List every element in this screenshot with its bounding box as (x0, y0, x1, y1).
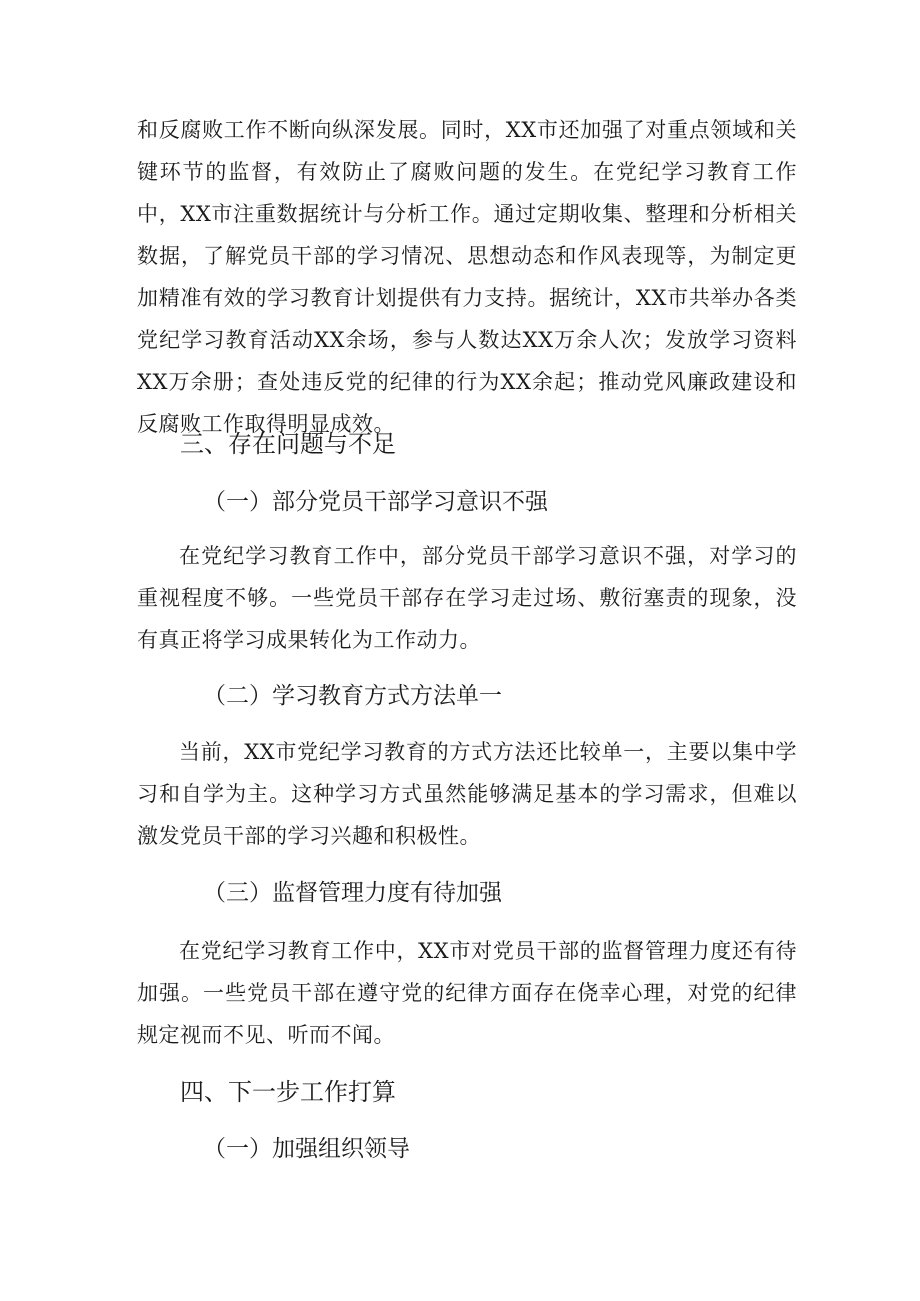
paragraph-supervision: 在党纪学习教育工作中，XX市对党员干部的监督管理力度还有待加强。一些党员干部在遵守党的纪律方面存在侥幸心理，对党的纪律规定视而不见、听而不闻。 (137, 939, 797, 1047)
subsection-heading-supervision: （三）监督管理力度有待加强 (203, 880, 502, 906)
subsection-heading-leadership: （一）加强组织领导 (203, 1136, 410, 1162)
section-heading-next-steps: 四、下一步工作打算 (180, 1078, 396, 1106)
subsection-heading-awareness: （一）部分党员干部学习意识不强 (203, 489, 548, 515)
subsection-heading-methods: （二）学习教育方式方法单一 (203, 683, 502, 709)
section-heading-problems: 三、存在问题与不足 (180, 430, 396, 458)
paragraph-methods: 当前，XX市党纪学习教育的方式方法还比较单一，主要以集中学习和自学为主。这种学习方式虽然能够满足基本的学习需求，但难以激发党员干部的学习兴趣和积极性。 (137, 740, 797, 848)
paragraph-data-statistics: 和反腐败工作不断向纵深发展。同时，XX市还加强了对重点领域和关键环节的监督，有效防止了腐败问题的发生。在党纪学习教育工作中，XX市注重数据统计与分析工作。通过定期收集、整理和分析相关数据，了解党员干部的学习情况、思想动态和作风表现等，为制定更加精准有效的学习教育计划提供有力支持。据统计，XX市共举办各类党纪学习教育活动XX余场，参与人数达XX万余人次；发放学习资料XX万余册；查处违反党的纪律的行为XX余起；推动党风廉政建设和反腐败工作取得明显成效。 (137, 118, 797, 436)
paragraph-awareness: 在党纪学习教育工作中，部分党员干部学习意识不强，对学习的重视程度不够。一些党员干部存在学习走过场、敷衍塞责的现象，没有真正将学习成果转化为工作动力。 (137, 544, 797, 652)
